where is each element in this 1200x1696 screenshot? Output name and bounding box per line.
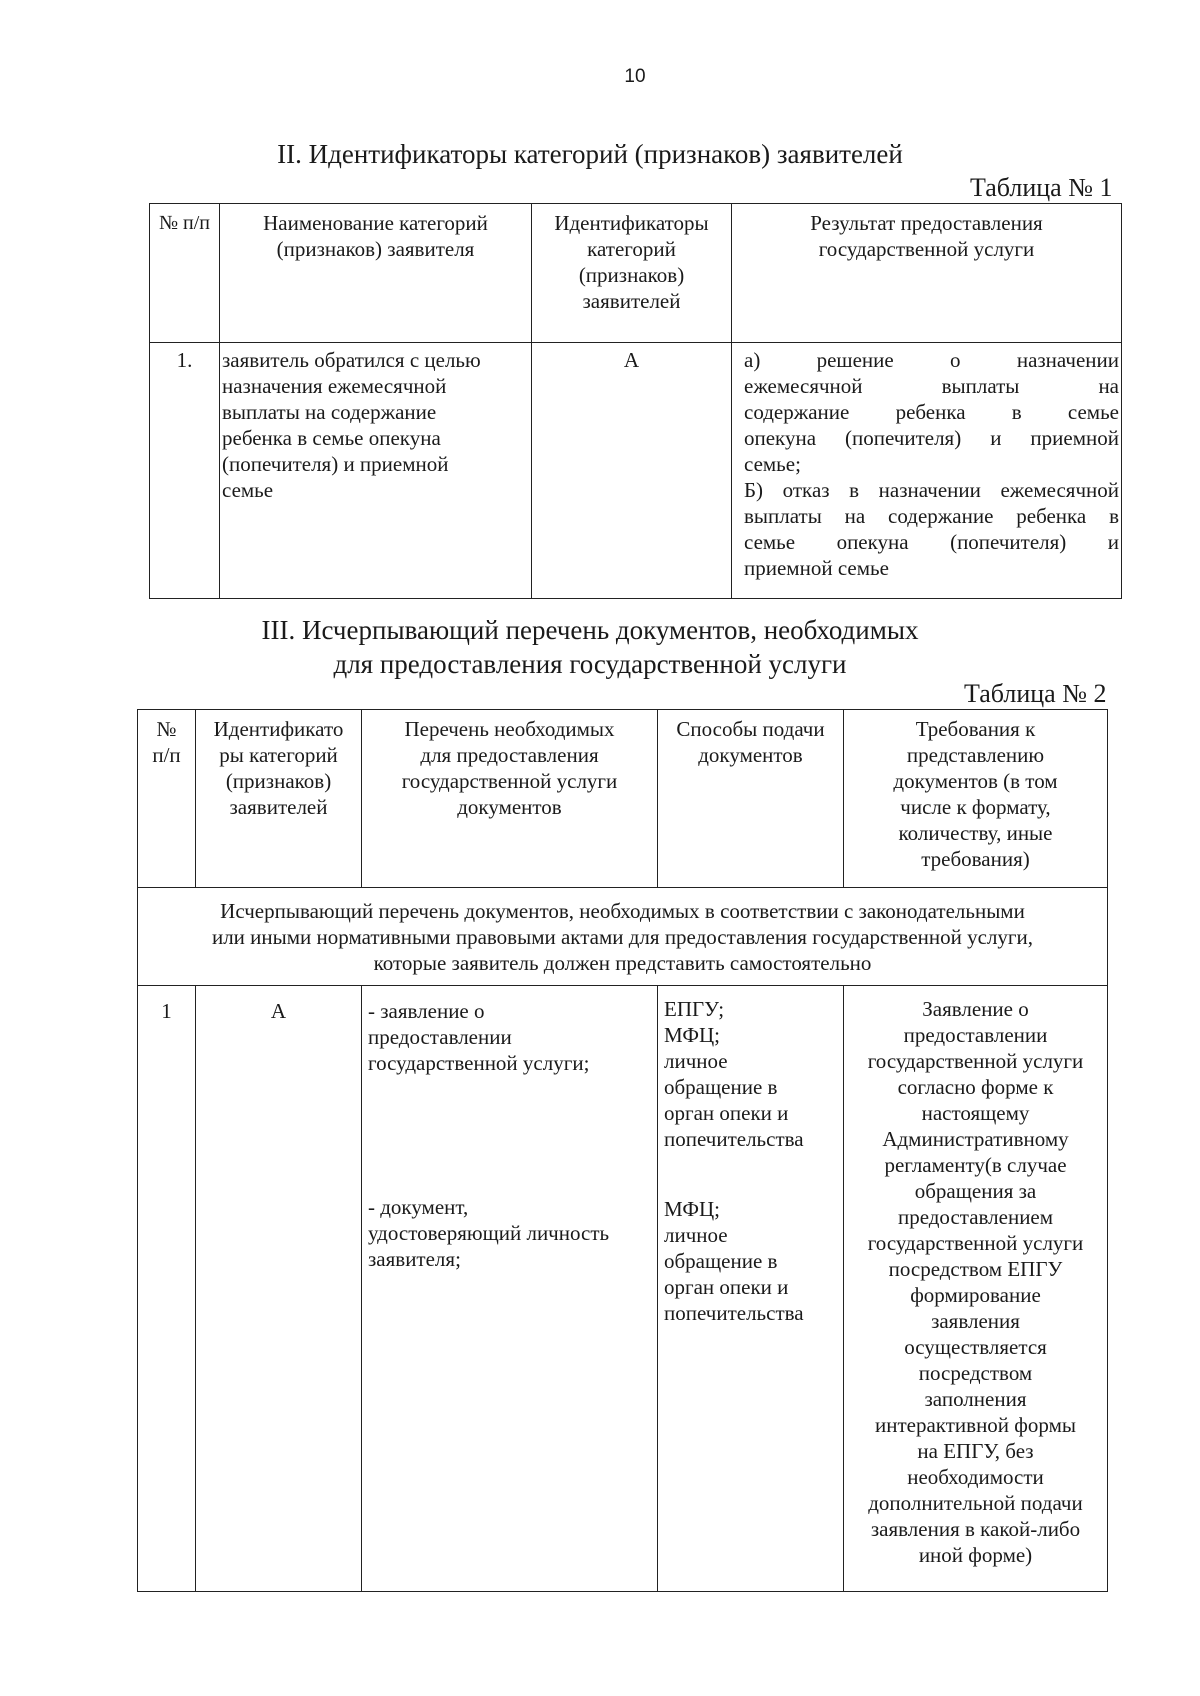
row-num: 1	[138, 986, 196, 1592]
row-num: 1.	[150, 343, 220, 599]
page-number: 10	[624, 66, 646, 87]
row-submission-methods	[658, 986, 844, 1592]
table-1-header-row	[150, 204, 1122, 343]
table-2	[137, 709, 1108, 1592]
table-row	[138, 986, 1108, 1592]
header-identifiers: Идентификато ры категорий (признаков) заявителей	[196, 710, 362, 888]
header-result: Результат предоставления государственной услуги	[732, 204, 1122, 343]
table-1	[149, 203, 1122, 599]
table-1-label: Таблица № 1	[970, 173, 1113, 202]
row-category-name: заявитель обратился с целью назначения ежемесячной выплаты на содержание ребенка в семье опекуна (попечителя) и приемной семье	[220, 343, 532, 599]
header-requirements: Требования к представлению документов (в том числе к формату, количеству, иные требования)	[844, 710, 1108, 888]
header-num: № п/п	[138, 710, 196, 888]
section-3-title-line-1: III. Исчерпывающий перечень документов, необходимых	[261, 615, 919, 645]
row-documents	[362, 986, 658, 1592]
header-num: № п/п	[150, 204, 220, 343]
methods-application: ЕПГУ; МФЦ; личное обращение в орган опеки и попечительства	[664, 997, 804, 1151]
document-application: - заявление о предоставлении государственной услуги;	[368, 999, 590, 1075]
subheader-text: Исчерпывающий перечень документов, необходимых в соответствии с законодательными или иными нормативными правовыми актами для предоставления государственной услуги, которые заявитель должен представить самостоятельно	[138, 888, 1108, 986]
table-2-header-row	[138, 710, 1108, 888]
table-2-label: Таблица № 2	[964, 679, 1107, 708]
methods-identity: МФЦ; личное обращение в орган опеки и попечительства	[664, 1197, 804, 1325]
header-documents-list: Перечень необходимых для предоставления государственной услуги документов	[362, 710, 658, 888]
row-identifier: А	[196, 986, 362, 1592]
section-2-title: II. Идентификаторы категорий (признаков) заявителей	[277, 139, 903, 169]
table-2-subheader-row	[138, 888, 1108, 986]
row-requirements: Заявление о предоставлении государственной услуги согласно форме к настоящему Административному регламенту(в случае обращения за предоставлением государственной услуги посредством ЕПГУ формирование заявления осуществляется посредством заполнения интерактивной формы на ЕПГУ, без необходимости дополнительной подачи заявления в какой-либо иной форме)	[844, 986, 1108, 1592]
table-row	[150, 343, 1122, 599]
header-identifiers: Идентификаторы категорий (признаков) заявителей	[532, 204, 732, 343]
header-submission-methods: Способы подачи документов	[658, 710, 844, 888]
row-result: а) решение о назначении ежемесячной выплаты на содержание ребенка в семье опекуна (попечителя) и приемной семье; Б) отказ в назначении ежемесячной выплаты на содержание ребенка в семье опекуна (попечителя) и приемной семье	[732, 343, 1122, 599]
section-3-title-line-2: для предоставления государственной услуги	[333, 649, 847, 679]
document-identity: - документ, удостоверяющий личность заявителя;	[368, 1195, 610, 1271]
header-category-name: Наименование категорий (признаков) заявителя	[220, 204, 532, 343]
row-identifier: А	[532, 343, 732, 599]
